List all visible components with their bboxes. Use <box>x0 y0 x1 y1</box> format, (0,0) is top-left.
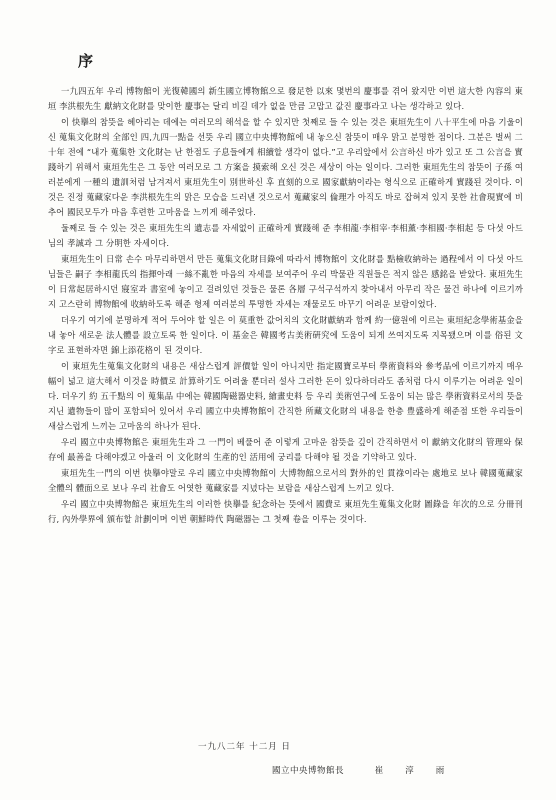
preface-body <box>48 84 523 528</box>
preface-title: 序 <box>78 52 95 70</box>
signature-organization: 國立中央博物館長 <box>272 766 345 776</box>
paragraph: 둘째로 들 수 있는 것은 東垣先生의 遺志를 자세없이 正確하게 實踐해 준 李相龍·李相宰·李相薰·李相國·李相起 등 다섯 아드님의 孝誠과 그 分明한 자세이다. <box>48 223 523 248</box>
paragraph: 一九四五年 우리 博物館이 光復韓國의 新生國立博物館으로 發足한 以來 몇번의 慶事를 겪어 왔지만 이번 這大한 內容의 東垣 李洪根先生 獻納文化財를 맞이한 慶事는 달리 비길 데가 없을 만큼 고맙고 값진 慶事라고 나는 생각하고 있다. <box>48 86 523 111</box>
signature-name: 崔淳雨 <box>374 766 467 776</box>
date-line: 一九八二年 十二月 日 <box>198 742 291 752</box>
paragraph: 우리 國立中央博物館은 東垣先生과 그 一門이 베풀어 준 이렇게 고마운 참뜻을 깊이 간직하면서 이 獻納文化財의 管理와 保存에 最善을 다해야겠고 아울러 이 文化財의 生產的인 活用에 궁리를 다해야 될 것을 기약하고 있다. <box>48 437 523 462</box>
paragraph: 東垣先生이 日常 손수 마무리하면서 만든 蒐集文化財目錄에 따라서 博物館이 文化財를 點檢收納하는 過程에서 이 다섯 아드님들은 嗣子 李相龍氏의 指揮아래 一絲不亂한 마음의 자세를 보여주어 우리 박물관 직원들은 적지 않은 感銘을 받았다. 東垣先生이 日常起居하시던 寢室과 書室에 놓이고 걸려있던 것들은 물론 各層 구석구석까지 찾아내서 아무리 작은 물건 하나에 이르기까지 고스란히 博物館에 收納하도록 해준 형제 여러분의 투명한 자세는 재물로도 바꾸기 어려운 보람이었다. <box>48 254 523 309</box>
paragraph: 이 東垣先生蒐集文化財의 내용은 새삼스럽게 評價할 일이 아니지만 指定國寶로부터 學術資料와 參考品에 이르기까지 매우 幅이 넓고 這大해서 이것을 時價로 計算하기도 어려울 뿐더러 설사 그러한 돈이 있다하더라도 좀처럼 다시 이루기는 어려운 일이다. 더우기 約 五千點의 이 蒐集品 中에는 韓國陶磁器史料, 繪畫史料 등 우리 美術연구에 도움이 되는 많은 學術資料로서의 뜻을 지닌 遺物들이 많이 포함되어 있어서 우리 國立中央博物館이 간직한 所藏文化財의 내용을 한층 豊盛하게 해준점 또한 우리들이 새삼스럽게 느끼는 고마움의 하나가 된다. <box>48 361 523 431</box>
paragraph: 이 快擧의 참뜻을 헤아리는 데에는 여러모의 해석을 할 수 있지만 첫째로 들 수 있는 것은 東垣先生이 八十平生에 마음 기울이신 蒐集文化財의 全部인 四,九四一點을 선뜻 우리 國立中央博物館에 내 놓으신 참뜻이 매우 맑고 분명한 점이다. 그분은 벌써 二十年 전에 “내가 蒐集한 文化財는 난 한점도 子息들에게 相續할 생각이 없다.”고 우리앞에서 公言하신 바가 있고 또 그 公言을 實踐하기 위해서 東垣先生은 그 동안 여러모로 그 方案을 摸索해 오신 것은 세상이 아는 일이다. 그러한 東垣先生의 참뜻이 子孫 여러분에게 一種의 遺訓처럼 남겨져서 東垣先生이 別世하신 후 直刻的으로 國家獻納이라는 형식으로 正確하게 實踐된 것이다. 이것은 진정 蒐藏家다운 李洪根先生의 맑은 모습을 드러낸 것으로서 蒐藏家의 倫理가 아직도 바로 잡혀져 있지 못한 社會現實에 비추어 國民모두가 마음 후련한 고마움을 느끼게 해주었다. <box>48 117 523 217</box>
paragraph: 우리 國立中央博物館은 東垣先生의 이러한 快擧를 紀念하는 뜻에서 國費로 東垣先生蒐集文化財 圖錄을 年次的으로 分冊刊行, 內外學界에 頒布할 計劃이며 이번 朝鮮時代 陶磁器는 그 첫째 卷을 이루는 것이다. <box>48 499 523 524</box>
paragraph: 더우기 여기에 분명하게 적어 두어야 할 일은 이 莫重한 값어치의 文化財獻納과 함께 約一億원에 이르는 東垣紀念學術基金을 내 놓아 새로운 法人體를 設立토록 한 일이다. 이 基金은 韓國考古美術硏究에 도움이 되게 쓰여지도록 지목됐으며 이를 俗된 文字로 표현하자면 錦上添花格이 된 것이다. <box>48 315 523 355</box>
paragraph: 東垣先生一門의 이번 快擧야말로 우리 國立中央博物館이 大博物館으로서의 對外的인 貫祿이라는 處地로 보나 韓國蒐藏家 全體의 體面으로 보나 우리 社會도 어엿한 蒐藏家를 지녔다는 보람을 새삼스럽게 느끼고 있다. <box>48 468 523 493</box>
signature-block <box>272 764 466 776</box>
